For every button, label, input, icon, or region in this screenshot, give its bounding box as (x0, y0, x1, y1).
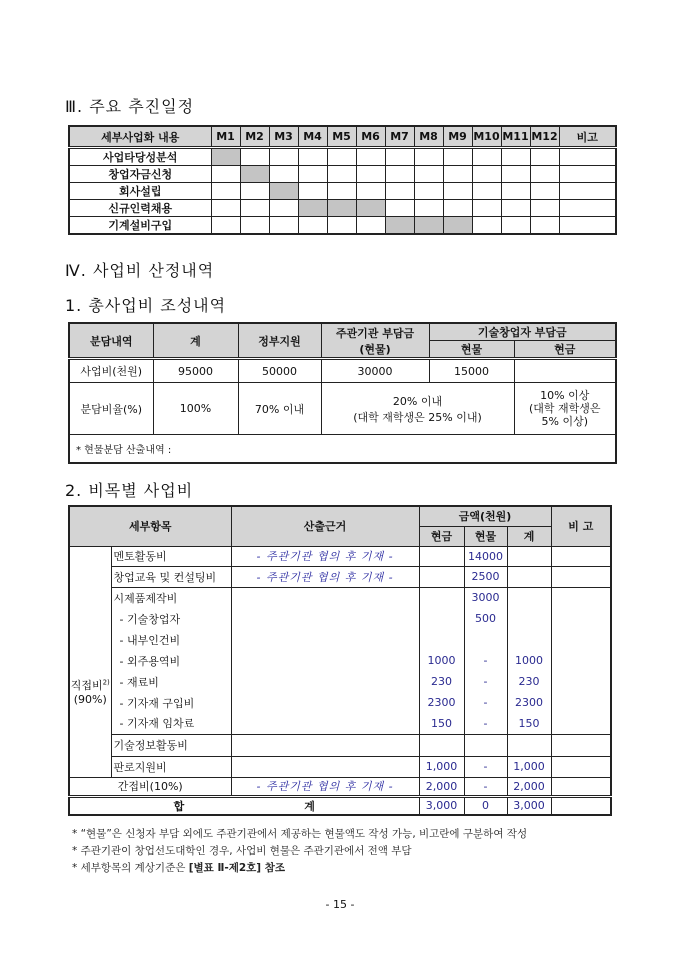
schedule-cell (240, 183, 269, 200)
budget-remark (551, 608, 611, 629)
budget-cash: 1,000 (419, 756, 464, 777)
header-cash: 현금 (419, 526, 464, 546)
header-month: M11 (501, 126, 530, 148)
ratio-gov: 70% 이내 (238, 383, 321, 435)
schedule-cell (414, 166, 443, 183)
budget-item-label: - 기자재 임차료 (111, 713, 231, 734)
schedule-cell (356, 166, 385, 183)
header-host-sub: (현물) (359, 342, 391, 356)
subsection-2-title: 2. 비목별 사업비 (65, 481, 194, 500)
indirect-total: 2,000 (507, 777, 551, 796)
schedule-remark-cell (559, 183, 616, 200)
page-number: - 15 - (325, 898, 355, 911)
schedule-cell (211, 166, 240, 183)
schedule-cell (530, 148, 559, 166)
section-3-title: Ⅲ. 주요 추진일정 (65, 97, 195, 116)
ratio-cash-line1: 10% 이상 (540, 389, 590, 402)
detail-budget-table (68, 505, 612, 816)
schedule-cell (269, 166, 298, 183)
schedule-cell (385, 148, 414, 166)
schedule-row (69, 200, 616, 217)
schedule-cell (211, 200, 240, 217)
amount-host: 30000 (321, 359, 429, 383)
schedule-cell (472, 166, 501, 183)
schedule-cell (501, 148, 530, 166)
budget-inkind: - (464, 650, 507, 671)
schedule-cell (501, 183, 530, 200)
schedule-cell (385, 200, 414, 217)
schedule-cell (443, 200, 472, 217)
schedule-cell (327, 148, 356, 166)
ratio-cash-line3: 5% 이상) (541, 415, 588, 428)
budget-row (69, 629, 611, 650)
header-host-label: 주관기관 부담금 (335, 326, 415, 340)
row-ratio-label: 분담비율(%) (69, 383, 153, 435)
budget-row (69, 546, 611, 566)
budget-inkind: - (464, 756, 507, 777)
header-month: M7 (385, 126, 414, 148)
budget-total: 1000 (507, 650, 551, 671)
schedule-cell (298, 217, 327, 235)
note-2: * 주관기관이 창업선도대학인 경우, 사업비 현물은 주관기관에서 전액 부담 (72, 845, 412, 857)
sum-label-2: 계 (304, 799, 315, 813)
budget-cash (419, 546, 464, 566)
budget-remark (551, 546, 611, 566)
schedule-cell (298, 166, 327, 183)
budget-row (69, 566, 611, 587)
schedule-cell (269, 200, 298, 217)
note-3 (72, 860, 285, 875)
sum-remark (551, 796, 611, 815)
schedule-row-label: 신규인력채용 (69, 200, 211, 217)
ratio-cash (514, 383, 616, 435)
header-amount: 금액(천원) (419, 506, 551, 526)
schedule-cell (472, 148, 501, 166)
indirect-remark (551, 777, 611, 796)
indirect-basis: - 주관기관 협의 후 기재 - (231, 777, 419, 796)
sum-label (69, 796, 419, 815)
schedule-cell (472, 217, 501, 235)
schedule-active-cell (211, 148, 240, 166)
budget-basis (231, 713, 419, 734)
ratio-host-line1: 20% 이내 (392, 394, 443, 408)
header-item: 세부항목 (69, 506, 231, 546)
budget-total (507, 566, 551, 587)
budget-inkind: 14000 (464, 546, 507, 566)
inkind-note: * 현물분담 산출내역 : (69, 435, 616, 463)
header-gov: 정부지원 (238, 323, 321, 359)
note-1: * “현물”은 신청자 부담 외에도 주관기관에서 제공하는 현물액도 작성 가능, 비고란에 구분하여 작성 (72, 828, 528, 840)
header-month: M8 (414, 126, 443, 148)
budget-cash (419, 629, 464, 650)
sum-total: 3,000 (507, 796, 551, 815)
schedule-cell (530, 166, 559, 183)
budget-basis (231, 671, 419, 692)
budget-row (69, 713, 611, 734)
sum-inkind: 0 (464, 796, 507, 815)
schedule-cell (356, 148, 385, 166)
header-founder: 기술창업자 부담금 (429, 323, 616, 341)
budget-total (507, 734, 551, 756)
indirect-cash: 2,000 (419, 777, 464, 796)
ratio-cash-line2: (대학 재학생은 (528, 402, 601, 415)
budget-basis (231, 587, 419, 608)
direct-pct: (90%) (73, 693, 107, 706)
budget-item-label: - 외주용역비 (111, 650, 231, 671)
schedule-row (69, 217, 616, 235)
header-month: M9 (443, 126, 472, 148)
schedule-remark-cell (559, 200, 616, 217)
header-inkind: 현물 (429, 341, 514, 359)
sum-cash: 3,000 (419, 796, 464, 815)
budget-inkind: - (464, 713, 507, 734)
schedule-row-label: 회사설립 (69, 183, 211, 200)
header-month: M1 (211, 126, 240, 148)
budget-remark (551, 713, 611, 734)
schedule-active-cell (327, 200, 356, 217)
budget-basis (231, 734, 419, 756)
budget-row (69, 692, 611, 713)
note-3-text: * 세부항목의 계상기준은 (72, 862, 189, 874)
header-month: M5 (327, 126, 356, 148)
budget-item-label: - 기술창업자 (111, 608, 231, 629)
budget-item-label: 시제품제작비 (111, 587, 231, 608)
schedule-cell (240, 217, 269, 235)
schedule-cell (501, 166, 530, 183)
budget-cash (419, 608, 464, 629)
schedule-remark-cell (559, 217, 616, 235)
budget-item-label: - 재료비 (111, 671, 231, 692)
budget-row (69, 671, 611, 692)
budget-item-label: - 기자재 구입비 (111, 692, 231, 713)
budget-inkind: 3000 (464, 587, 507, 608)
budget-item-label: - 내부인건비 (111, 629, 231, 650)
budget-remark (551, 671, 611, 692)
budget-cash: 1000 (419, 650, 464, 671)
schedule-cell (269, 148, 298, 166)
header-total: 계 (507, 526, 551, 546)
budget-cash (419, 587, 464, 608)
header-month: M6 (356, 126, 385, 148)
header-cash: 현금 (514, 341, 616, 359)
schedule-remark-cell (559, 166, 616, 183)
budget-row (69, 650, 611, 671)
header-total: 계 (153, 323, 238, 359)
budget-row (69, 587, 611, 608)
schedule-cell (327, 217, 356, 235)
header-month: M10 (472, 126, 501, 148)
budget-cash (419, 566, 464, 587)
header-month: M12 (530, 126, 559, 148)
schedule-active-cell (269, 183, 298, 200)
schedule-cell (327, 166, 356, 183)
budget-cash: 150 (419, 713, 464, 734)
schedule-cell (269, 217, 298, 235)
schedule-cell (443, 148, 472, 166)
amount-gov: 50000 (238, 359, 321, 383)
header-item: 세부사업화 내용 (69, 126, 211, 148)
schedule-active-cell (414, 217, 443, 235)
budget-remark (551, 629, 611, 650)
budget-total: 230 (507, 671, 551, 692)
schedule-cell (211, 183, 240, 200)
budget-total: 150 (507, 713, 551, 734)
direct-cost-label (69, 546, 111, 777)
schedule-cell (501, 217, 530, 235)
schedule-cell (385, 166, 414, 183)
budget-remark (551, 650, 611, 671)
schedule-cell (530, 183, 559, 200)
budget-total: 2300 (507, 692, 551, 713)
budget-item-label: 판로지원비 (111, 756, 231, 777)
budget-basis (231, 756, 419, 777)
schedule-active-cell (385, 217, 414, 235)
schedule-remark-cell (559, 148, 616, 166)
direct-sup: 2) (102, 678, 110, 687)
schedule-cell (385, 183, 414, 200)
schedule-cell (472, 200, 501, 217)
schedule-cell (530, 200, 559, 217)
direct-label: 직접비 (70, 679, 103, 692)
schedule-cell (414, 183, 443, 200)
ratio-host (321, 383, 514, 435)
schedule-cell (443, 183, 472, 200)
schedule-cell (356, 217, 385, 235)
subsection-1-title: 1. 총사업비 조성내역 (65, 296, 227, 315)
budget-basis (231, 650, 419, 671)
header-remark: 비 고 (551, 506, 611, 546)
budget-basis: - 주관기관 협의 후 기재 - (231, 566, 419, 587)
budget-inkind (464, 629, 507, 650)
budget-inkind: - (464, 692, 507, 713)
schedule-cell (298, 148, 327, 166)
schedule-row (69, 148, 616, 166)
schedule-table (68, 125, 617, 235)
header-month: M4 (298, 126, 327, 148)
schedule-row (69, 166, 616, 183)
budget-total (507, 587, 551, 608)
schedule-cell (356, 183, 385, 200)
budget-remark (551, 756, 611, 777)
schedule-active-cell (356, 200, 385, 217)
budget-basis (231, 692, 419, 713)
sum-label-1: 합 (173, 799, 185, 813)
header-basis: 산출근거 (231, 506, 419, 546)
budget-cash: 2300 (419, 692, 464, 713)
indirect-inkind: - (464, 777, 507, 796)
budget-item-label: 멘토활동비 (111, 546, 231, 566)
budget-total: 1,000 (507, 756, 551, 777)
schedule-active-cell (298, 200, 327, 217)
budget-inkind: 500 (464, 608, 507, 629)
budget-remark (551, 734, 611, 756)
schedule-row-label: 창업자금신청 (69, 166, 211, 183)
header-host (321, 323, 429, 359)
schedule-cell (472, 183, 501, 200)
header-item: 분담내역 (69, 323, 153, 359)
note-3-bold: [별표 Ⅱ-제2호] 참조 (188, 862, 286, 874)
budget-item-label: 창업교육 및 컨설팅비 (111, 566, 231, 587)
schedule-cell (530, 217, 559, 235)
schedule-active-cell (443, 217, 472, 235)
schedule-cell (211, 217, 240, 235)
budget-row (69, 734, 611, 756)
budget-remark (551, 566, 611, 587)
budget-basis (231, 608, 419, 629)
budget-item-label: 기술정보활동비 (111, 734, 231, 756)
header-month: M3 (269, 126, 298, 148)
budget-basis: - 주관기관 협의 후 기재 - (231, 546, 419, 566)
amount-total: 95000 (153, 359, 238, 383)
budget-total (507, 546, 551, 566)
amount-cash (514, 359, 616, 383)
amount-inkind: 15000 (429, 359, 514, 383)
budget-cash: 230 (419, 671, 464, 692)
row-amount-label: 사업비(천원) (69, 359, 153, 383)
budget-basis (231, 629, 419, 650)
header-inkind: 현물 (464, 526, 507, 546)
schedule-cell (501, 200, 530, 217)
schedule-cell (443, 166, 472, 183)
budget-remark (551, 587, 611, 608)
schedule-cell (327, 183, 356, 200)
schedule-row (69, 183, 616, 200)
section-4-title: Ⅳ. 사업비 산정내역 (65, 261, 215, 280)
ratio-host-line2: (대학 재학생은 25% 이내) (353, 410, 482, 424)
budget-inkind (464, 734, 507, 756)
header-month: M2 (240, 126, 269, 148)
ratio-total: 100% (153, 383, 238, 435)
budget-inkind: - (464, 671, 507, 692)
schedule-cell (414, 148, 443, 166)
budget-row (69, 608, 611, 629)
indirect-label: 간접비(10%) (69, 777, 231, 796)
schedule-cell (240, 200, 269, 217)
header-remark: 비고 (559, 126, 616, 148)
schedule-cell (240, 148, 269, 166)
total-budget-table (68, 322, 617, 464)
schedule-row-label: 사업타당성분석 (69, 148, 211, 166)
budget-total (507, 629, 551, 650)
schedule-row-label: 기계설비구입 (69, 217, 211, 235)
budget-remark (551, 692, 611, 713)
schedule-active-cell (240, 166, 269, 183)
schedule-cell (298, 183, 327, 200)
budget-row (69, 756, 611, 777)
schedule-cell (414, 200, 443, 217)
budget-total (507, 608, 551, 629)
budget-cash (419, 734, 464, 756)
budget-inkind: 2500 (464, 566, 507, 587)
